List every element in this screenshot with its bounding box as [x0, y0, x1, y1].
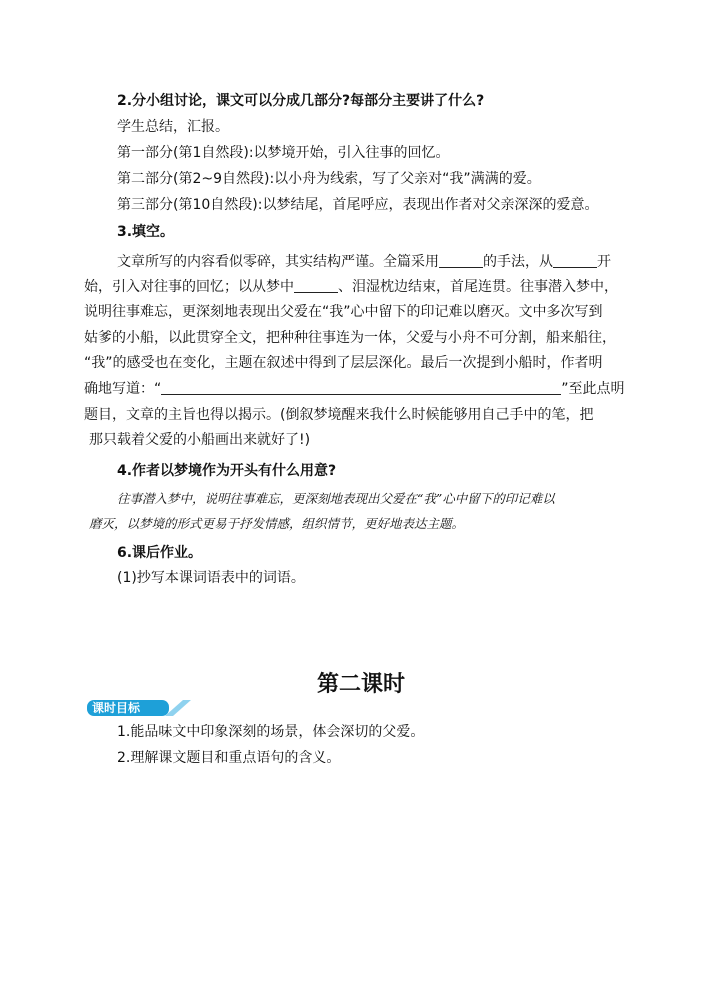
- q3-text: 开: [597, 254, 611, 270]
- q3-text: ”至此点明: [561, 381, 625, 397]
- lesson-goal-2: 2.理解课文题目和重点语句的含义。: [117, 750, 341, 766]
- question-3-title: 3.填空。: [117, 224, 175, 240]
- q3-paragraph-line-2: [84, 277, 618, 297]
- question-6-title: 6.课后作业。: [117, 545, 203, 561]
- q3-paragraph-line-5: “我”的感受也在变化，主题在叙述中得到了层层深化。最后一次提到小船时，作者明: [84, 355, 603, 371]
- lesson-2-title: 第二课时: [316, 672, 405, 697]
- fill-blank-2[interactable]: [553, 253, 597, 268]
- q3-paragraph-line-8: 那只载着父爱的小船画出来就好了!): [89, 432, 311, 448]
- q3-text: 、泪湿枕边结束，首尾连贯。往事潜入梦中，: [338, 279, 618, 295]
- q4-answer-line-1: 往事潜入梦中，说明往事难忘，更深刻地表现出父爱在“我”心中留下的印记难以: [117, 491, 555, 506]
- q3-paragraph-line-1: [117, 252, 611, 272]
- q3-text: 确地写道：“: [84, 381, 162, 397]
- q2-line-1: 学生总结，汇报。: [117, 119, 229, 135]
- question-4-title: 4.作者以梦境作为开头有什么用意?: [117, 463, 337, 479]
- q3-paragraph-line-6: [84, 379, 625, 399]
- q3-paragraph-line-4: 姑爹的小船，以此贯穿全文，把种种往事连为一体，父爱与小舟不可分割，船来船往，: [84, 330, 616, 346]
- q3-paragraph-line-7: 题目，文章的主旨也得以揭示。(倒叙梦境醒来我什么时候能够用自己手中的笔，把: [84, 407, 594, 423]
- fill-blank-4[interactable]: [161, 380, 561, 395]
- fill-blank-1[interactable]: [439, 253, 483, 268]
- q3-text: 的手法，从: [483, 254, 553, 270]
- q2-line-4: 第三部分(第10自然段):以梦结尾，首尾呼应，表现出作者对父亲深深的爱意。: [117, 197, 599, 213]
- q2-line-2: 第一部分(第1自然段):以梦境开始，引入往事的回忆。: [117, 145, 450, 161]
- q2-line-3: 第二部分(第2~9自然段):以小舟为线索，写了父亲对“我”满满的爱。: [117, 171, 541, 187]
- q3-text: 始，引入对往事的回忆；以从梦中: [84, 279, 294, 295]
- lesson-goal-1: 1.能品味文中印象深刻的场景，体会深切的父爱。: [117, 724, 425, 740]
- lesson-goals-badge-label: 课时目标: [92, 701, 141, 715]
- homework-item-1: (1)抄写本课词语表中的词语。: [117, 570, 305, 586]
- fill-blank-3[interactable]: [294, 278, 338, 293]
- question-2-title: 2.分小组讨论，课文可以分成几部分?每部分主要讲了什么?: [117, 93, 485, 109]
- q4-answer-line-2: 磨灭，以梦境的形式更易于抒发情感，组织情节，更好地表达主题。: [89, 516, 465, 531]
- q3-paragraph-line-3: 说明往事难忘，更深刻地表现出父爱在“我”心中留下的印记难以磨灭。文中多次写到: [84, 304, 603, 320]
- q3-text: 文章所写的内容看似零碎，其实结构严谨。全篇采用: [117, 254, 439, 270]
